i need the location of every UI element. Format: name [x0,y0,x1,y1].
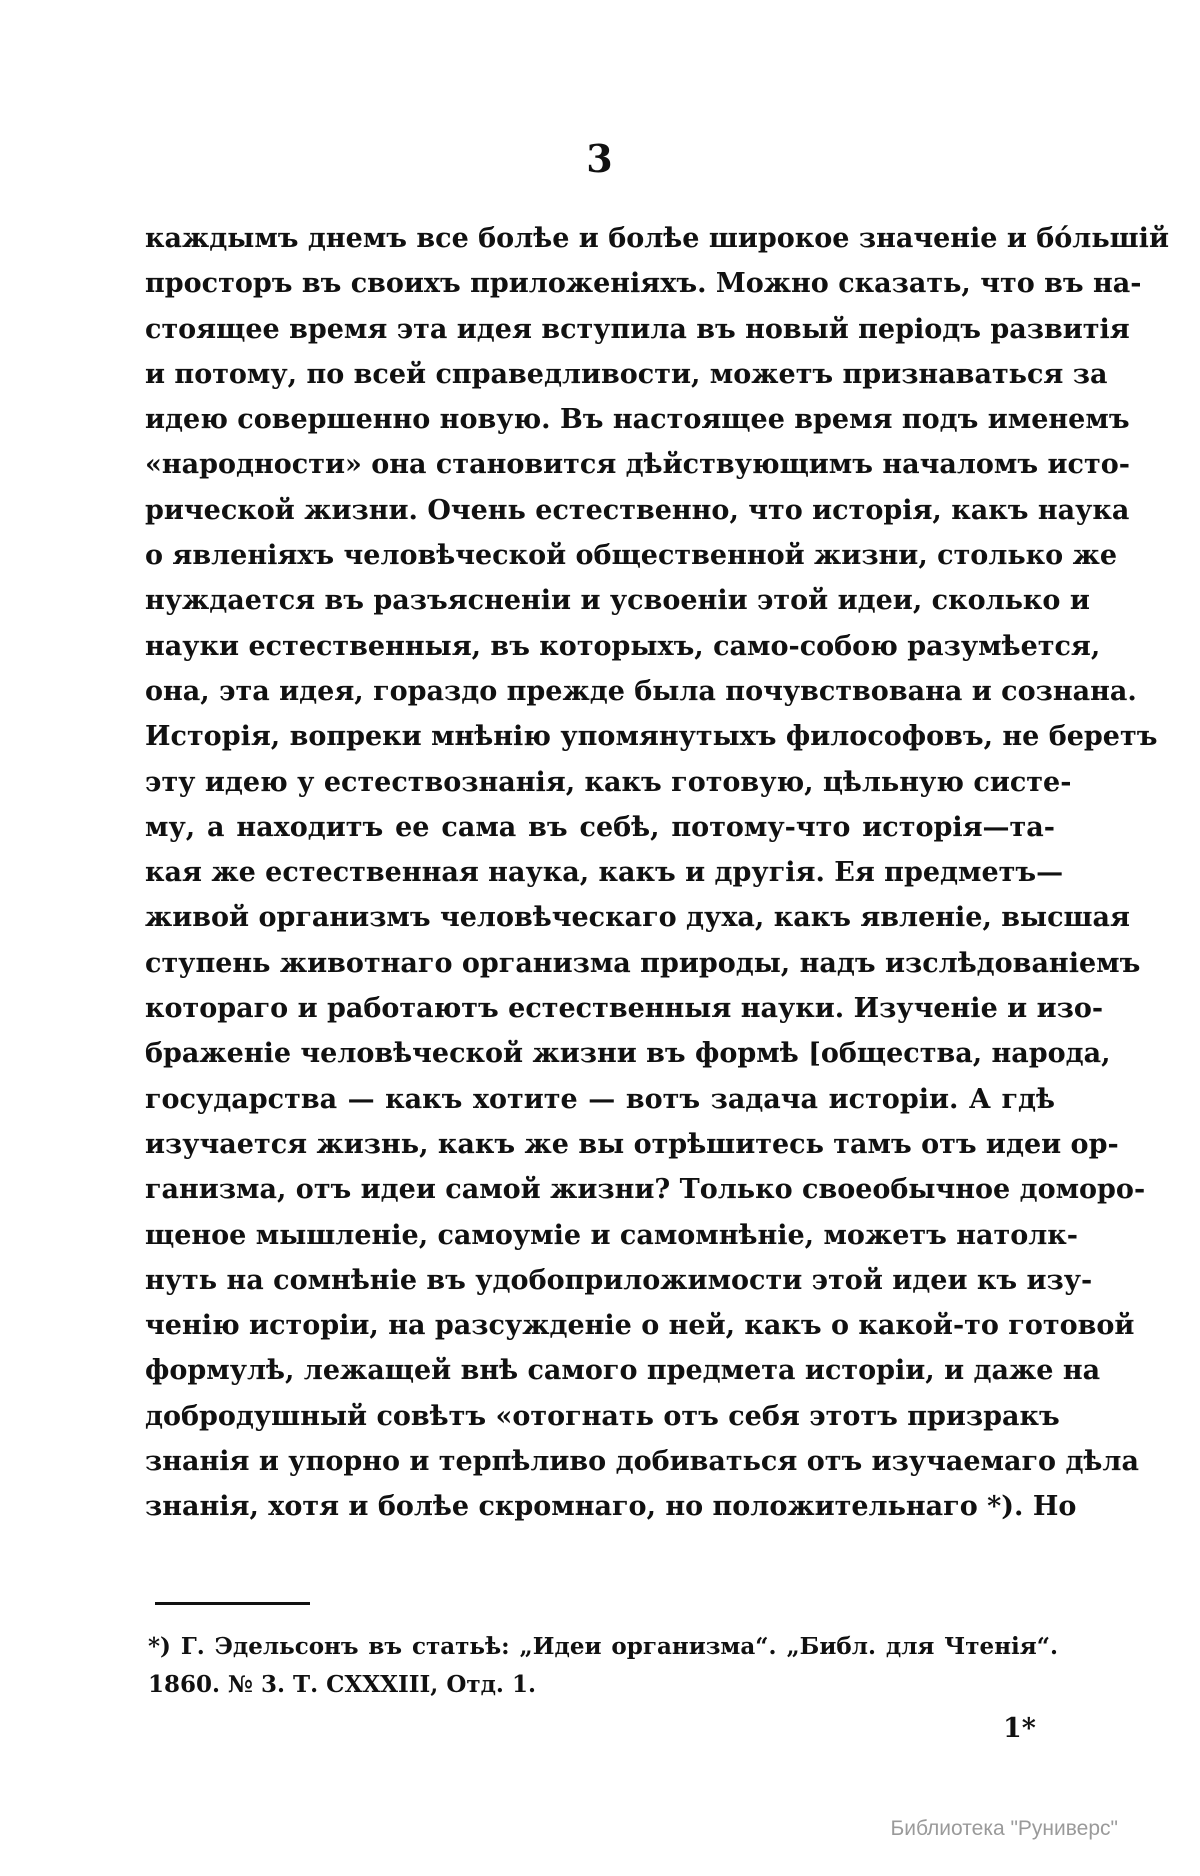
text-line: просторъ въ своихъ приложенiяхъ. Можно сказать, что въ на- [145,268,1142,300]
text-line: она, эта идея, гораздо прежде была почувствована и сознана. [145,675,1137,707]
text-line: нуждается въ разъясненiи и усвоенiи этой идеи, сколько и [145,585,1090,617]
signature-mark: 1* [1003,1713,1036,1744]
text-line: формулѣ, лежащей внѣ самого предмета исторiи, и даже на [145,1355,1101,1387]
footnote-line: *) Г. Эдельсонъ въ статьѣ: „Идеи организма“. „Библ. для Чтенiя“. [148,1633,1058,1660]
text-line: каждымъ днемъ все болѣе и болѣе широкое значенiе и бóльшiй [145,223,1169,254]
text-line: ганизма, отъ идеи самой жизни? Только своеобычное доморо- [145,1174,1146,1206]
text-line: идею совершенно новую. Въ настоящее время подъ именемъ [145,404,1130,436]
text-line: государства — какъ хотите — вотъ задача исторiи. А гдѣ [145,1083,1055,1115]
footnote-divider [155,1602,310,1605]
text-line: Исторiя, вопреки мнѣнiю упомянутыхъ философовъ, не беретъ [145,721,1158,753]
text-line: стоящее время эта идея вступила въ новый перiодъ развитiя [145,313,1130,345]
text-line: рической жизни. Очень естественно, что исторiя, какъ наука [145,494,1130,526]
text-line: о явленiяхъ человѣческой общественной жизни, столько же [145,540,1118,572]
text-line: знанiя и упорно и терпѣливо добиваться отъ изучаемаго дѣла [145,1446,1139,1478]
text-line: нуть на сомнѣнiе въ удобоприложимости этой идеи къ изу- [145,1264,1093,1296]
text-line: знанiя, хотя и болѣе скромнаго, но положительнаго *). Но [145,1491,1077,1523]
text-line: живой организмъ человѣческаго духа, какъ явленiе, высшая [145,902,1130,934]
text-line: и потому, по всей справедливости, можетъ признаваться за [145,358,1108,390]
text-line: браженiе человѣческой жизни въ формѣ [общества, народа, [145,1038,1111,1070]
text-line: ченiю исторiи, на разсужденiе о ней, какъ о какой-то готовой [145,1310,1135,1342]
text-line: щеное мышленiе, самоумiе и самомнѣнiе, можетъ натолк- [145,1219,1078,1251]
text-line: изучается жизнь, какъ же вы отрѣшитесь тамъ отъ идеи ор- [145,1128,1119,1160]
text-line: кая же естественная наука, какъ и другiя. Ея предметъ— [145,857,1064,889]
page-number: 3 [586,136,614,181]
text-line: котораго и работаютъ естественныя науки. Изученiе и изо- [145,993,1104,1025]
footnote-line: 1860. № 3. Т. CXXXIII, Отд. 1. [148,1671,536,1698]
text-line: науки естественныя, въ которыхъ, само-собою разумѣется, [145,630,1101,662]
footnote [148,1628,1058,1704]
body-text [145,216,1169,1530]
text-line: «народности» она становится дѣйствующимъ началомъ исто- [145,449,1130,481]
library-watermark: Библиотека "Руниверс" [890,1817,1118,1840]
text-line: эту идею у естествознанiя, какъ готовую, цѣльную систе- [145,766,1072,798]
text-line: ступень животнаго организма природы, надъ изслѣдованiемъ [145,947,1141,979]
text-line: му, а находитъ ее сама въ себѣ, потому-что исторiя—та- [145,811,1055,843]
text-line: добродушный совѣтъ «отогнать отъ себя этотъ призракъ [145,1400,1060,1432]
